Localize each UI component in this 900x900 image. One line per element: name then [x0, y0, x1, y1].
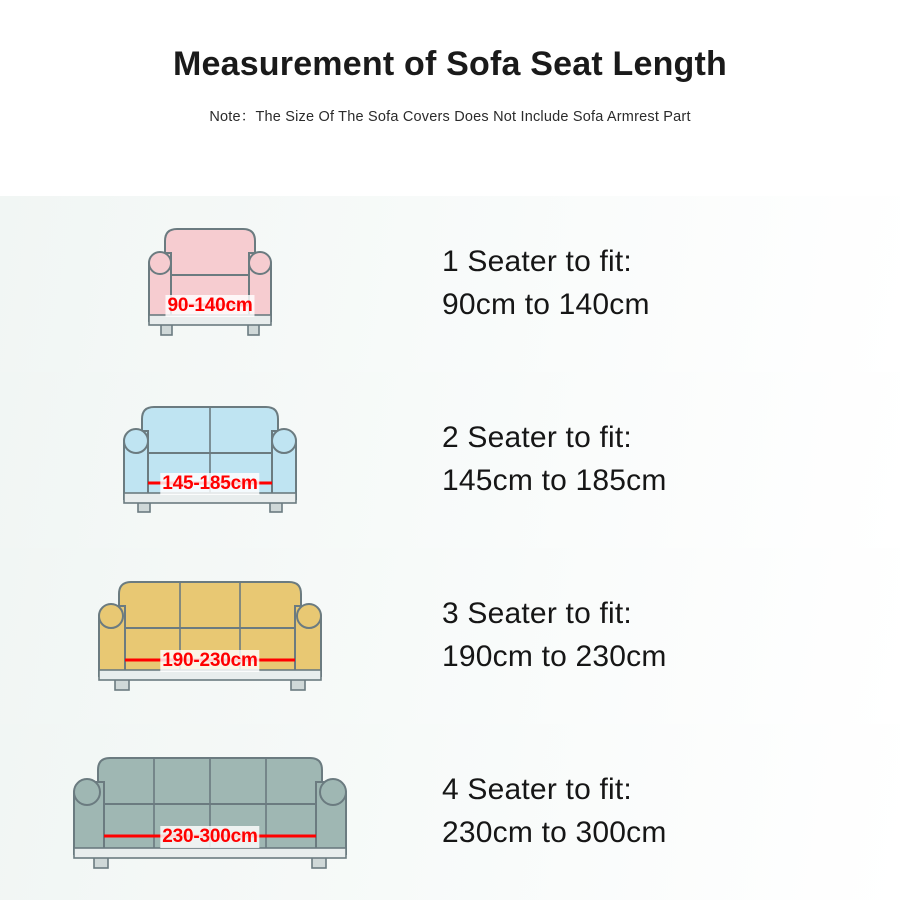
- sofa-diagram-4-seater: [60, 744, 360, 880]
- measure-label-1: 90-140cm: [167, 295, 253, 316]
- sofa-illustration-1: [0, 196, 420, 372]
- text-seater-2: [420, 417, 900, 502]
- sofa-illustration-4: [0, 724, 420, 900]
- fit-range-2: 145cm to 185cm: [442, 464, 667, 497]
- row-seater-1: [0, 196, 900, 372]
- fit-range-3: 190cm to 230cm: [442, 640, 667, 673]
- fit-label-4: 4 Seater to fit:: [442, 773, 632, 807]
- measure-label-3: 190-230cm: [162, 650, 258, 671]
- text-seater-1: [420, 241, 900, 326]
- text-seater-4: [420, 769, 900, 854]
- measure-label-4: 230-300cm: [162, 826, 258, 847]
- text-seater-3: [420, 593, 900, 678]
- header-note: Note：The Size Of The Sofa Covers Does Not Include Sofa Armrest Part: [209, 109, 691, 126]
- fit-range-4: 230cm to 300cm: [442, 816, 667, 849]
- sofa-diagram-3-seater: [85, 570, 335, 702]
- sofa-diagram-1-seater: [135, 219, 285, 349]
- fit-label-2: 2 Seater to fit:: [442, 421, 632, 455]
- sofa-diagram-2-seater: [110, 395, 310, 525]
- row-seater-2: [0, 372, 900, 548]
- fit-range-1: 90cm to 140cm: [442, 288, 650, 321]
- measure-label-2: 145-185cm: [162, 473, 258, 494]
- fit-label-1: 1 Seater to fit:: [442, 245, 632, 279]
- header: [0, 0, 900, 126]
- seater-rows: [0, 196, 900, 900]
- sofa-illustration-2: [0, 372, 420, 548]
- sofa-illustration-3: [0, 548, 420, 724]
- page-title: Measurement of Sofa Seat Length: [172, 45, 728, 83]
- row-seater-4: [0, 724, 900, 900]
- fit-label-3: 3 Seater to fit:: [442, 597, 632, 631]
- row-seater-3: [0, 548, 900, 724]
